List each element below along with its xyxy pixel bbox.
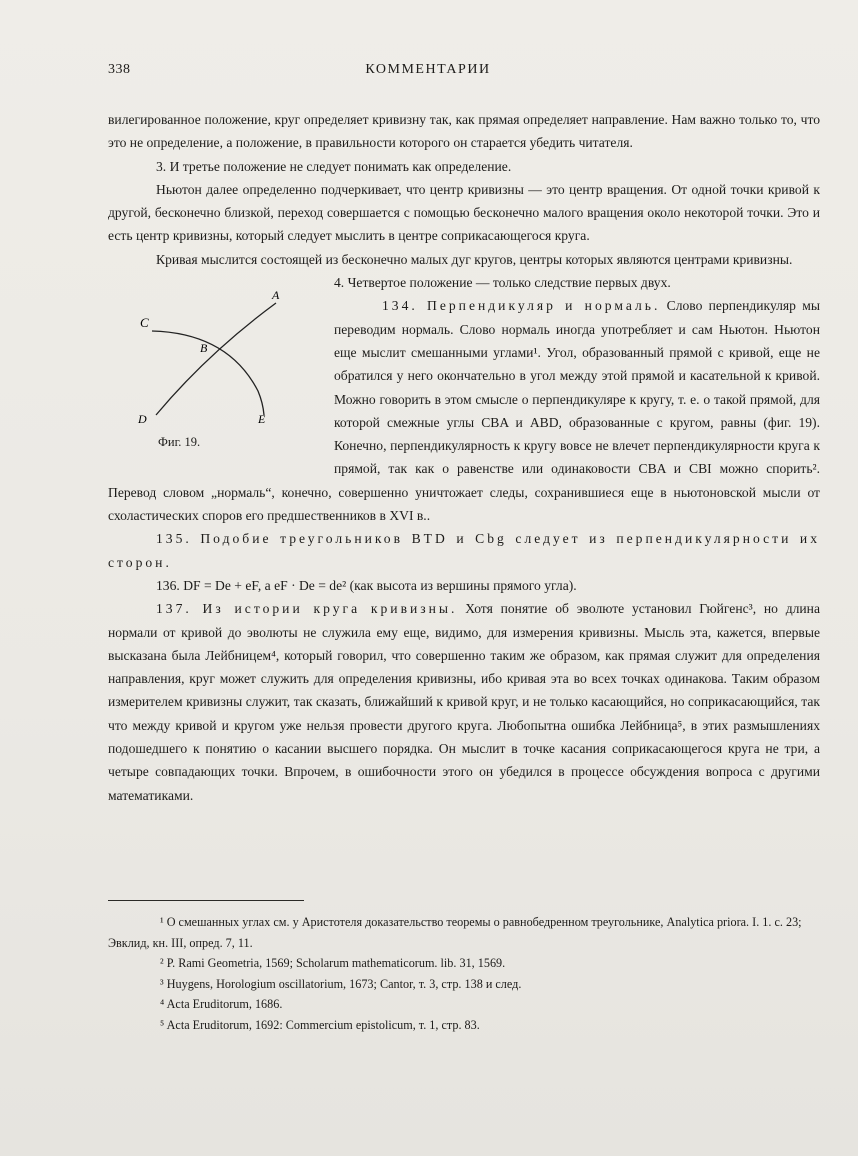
paragraph-continuation: вилегированное положение, круг определяет кривизну так, как прямая определяет направление. Нам важно только то, что это не определение, а положение, в правильности которого он старается убедить читателя. [108, 112, 820, 151]
figure-line-ad [156, 303, 276, 415]
figure-19-drawing [108, 273, 326, 471]
footnote-1: ¹ О смешанных углах см. у Аристотеля доказательство теоремы о равнобедренном треугольнике, Analytica priora. I. 1. с. 23; Эвклид, кн. III, опред. 7, 11. [108, 915, 802, 950]
paragraph-3: 3. И третье положение не следует понимать как определение. [156, 158, 512, 174]
figure-caption: Фиг. 19. [158, 435, 201, 450]
figure-label-d: D [138, 412, 147, 427]
page-number: 338 [108, 62, 131, 77]
figure-label-c: C [140, 315, 149, 331]
footnotes [108, 912, 820, 1035]
main-text [108, 108, 820, 807]
figure-arc-cb [152, 331, 264, 415]
figure-label-e: E [258, 412, 266, 427]
section-134-heading: 134. Перпендикуляр и нормаль. [382, 298, 661, 314]
section-137-text: Хотя понятие об эволюте установил Гюйгенс³, но длина нормали от кривой до эволюты не служила ему еще, видимо, для измерения кривизны. Мысль эта, кажется, впервые высказана была Лейбницем⁴, который говорил, что совершенно таким же образом, как прямая служит для определения направления, круг может служить для определения кривизны, ибо кривая эта во всех точках одинакова. Таким образом измерителем кривизны служит, так сказать, ближайший к кривой круг, и не только касающийся, но соприкасающийся, так что между кривой и кругом уже нельзя провести другого круга. Любопытна ошибка Лейбница⁵, в этих размышлениях подошедшего к понятию о касании высшего порядка. Он мыслит в точке касания соприкасающегося круга не три, а четыре совпадающих точки. Впрочем, в ошибочности этого он убедился в процессе обсуждения вопроса с другими математиками. [108, 601, 820, 803]
footnote-2: ² P. Rami Geometria, 1569; Scholarum mathematicorum. lib. 31, 1569. [160, 956, 506, 970]
running-title: КОММЕНТАРИИ [365, 62, 491, 77]
paragraph-curve: Кривая мыслится состоящей из бесконечно малых дуг кругов, центры которых являются центрами кривизны. [156, 251, 793, 267]
section-134-text: Слово перпендикуляр мы переводим нормаль. Слово нормаль иногда употребляет и сам Ньютон. Ньютон еще мыслит смешанными углами¹. Угол, образованный прямой с кривой, еще не обратился у него окончательно в угол между этой прямой и касательной к кривой. Можно говорить в этом смысле о перпендикуляре к кругу, т. е. о такой прямой, для которой смежные углы CBA и ABD, образованные с кругом, равны (фиг. 19). Конечно, перпендикулярность к кругу вовсе не влечет перпендикулярности круга к прямой, так как о равенстве или одинаковости CBA и CBI можно спорить². Перевод словом „нормаль“, конечно, совершенно уничтожает следы, сохранившиеся еще в ньютоновской мысли от схоластических споров его предшественников в XVI в.. [108, 298, 820, 524]
figure-19 [108, 273, 326, 471]
section-135: 135. Подобие треугольников BTD и Cbg следует из перпендикулярности их сторон. [108, 531, 820, 570]
figure-label-b: B [200, 341, 208, 356]
paragraph-newton: Ньютон далее определенно подчеркивает, что центр кривизны — это центр вращения. От одной точки кривой к другой, бесконечно близкой, переход совершается с помощью бесконечно малого вращения около некоторой точки. Это и есть центр кривизны, который следует мыслить в центре соприкасающегося круга. [108, 181, 820, 244]
footnote-divider [108, 900, 304, 901]
section-137-heading: 137. Из истории круга кривизны. [156, 601, 458, 617]
footnote-3: ³ Huygens, Horologium oscillatorium, 1673; Cantor, т. 3, стр. 138 и след. [160, 976, 522, 991]
figure-label-a: A [272, 288, 280, 303]
footnote-5: ⁵ Acta Eruditorum, 1692: Commercium epistolicum, т. 1, стр. 83. [160, 1017, 480, 1032]
paragraph-4: 4. Четвертое положение — только следствие первых двух. [334, 275, 671, 291]
section-136: 136. DF = De + eF, а eF · De = de² (как высота из вершины прямого угла). [156, 577, 577, 593]
footnote-4: ⁴ Acta Eruditorum, 1686. [160, 997, 283, 1011]
